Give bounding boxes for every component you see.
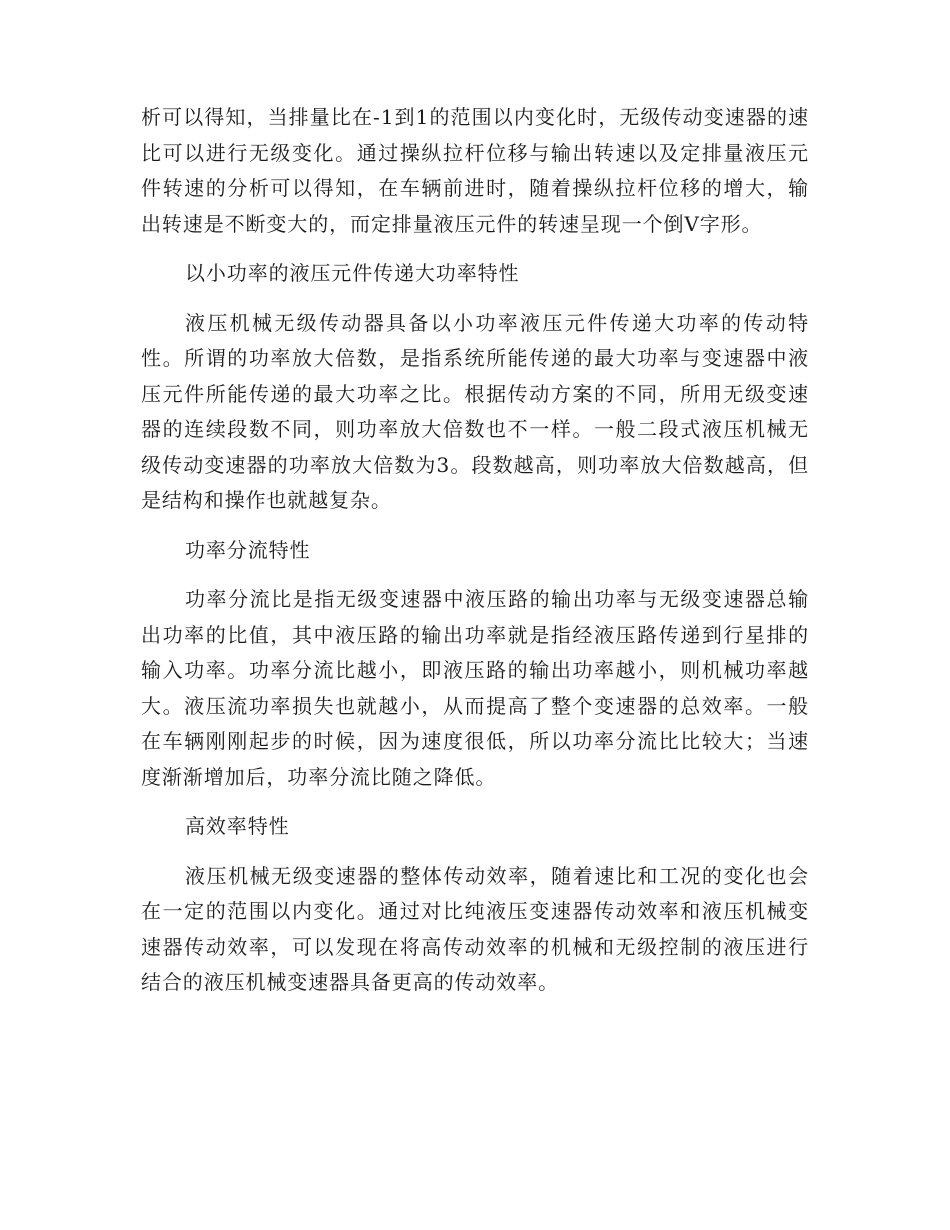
section-heading: 功率分流特性 [185, 537, 311, 562]
section-heading: 以小功率的液压元件传递大功率特性 [185, 261, 520, 285]
body-paragraph: 功率分流比是指无级变速器中液压路的输出功率与无级变速器总输出功率的比值，其中液压路的输出功率就是指经液压路传递到行星排的输入功率。功率分流比越小，即液压路的输出功率越小，则机械功率越大。液压流功率损失也就越小，从而提高了整个变速器的总效率。一般在车辆刚刚起步的时候，因为速度很低，所以功率分流比比较大；当速度渐渐增加后，功率分流比随之降低。 [141, 587, 809, 789]
body-paragraph: 析可以得知，当排量比在-1到1的范围以内变化时，无级传动变速器的速比可以进行无级变化。通过操纵拉杆位移与输出转速以及定排量液压元件转速的分析可以得知，在车辆前进时，随着操纵拉杆位移的增大，输出转速是不断变大的，而定排量液压元件的转速呈现一个倒V字形。 [141, 105, 809, 236]
document-body [141, 100, 809, 1015]
body-paragraph: 液压机械无级变速器的整体传动效率，随着速比和工况的变化也会在一定的范围以内变化。通过对比纯液压变速器传动效率和液压机械变速器传动效率，可以发现在将高传动效率的机械和无级控制的液压进行结合的液压机械变速器具备更高的传动效率。 [141, 863, 809, 994]
section-heading: 高效率特性 [185, 814, 290, 838]
body-paragraph: 液压机械无级传动器具备以小功率液压元件传递大功率的传动特性。所谓的功率放大倍数，是指系统所能传递的最大功率与变速器中液压元件所能传递的最大功率之比。根据传动方案的不同，所用无级变速器的连续段数不同，则功率放大倍数也不一样。一般二段式液压机械无级传动变速器的功率放大倍数为3。段数越高，则功率放大倍数越高，但是结构和操作也就越复杂。 [141, 310, 809, 512]
